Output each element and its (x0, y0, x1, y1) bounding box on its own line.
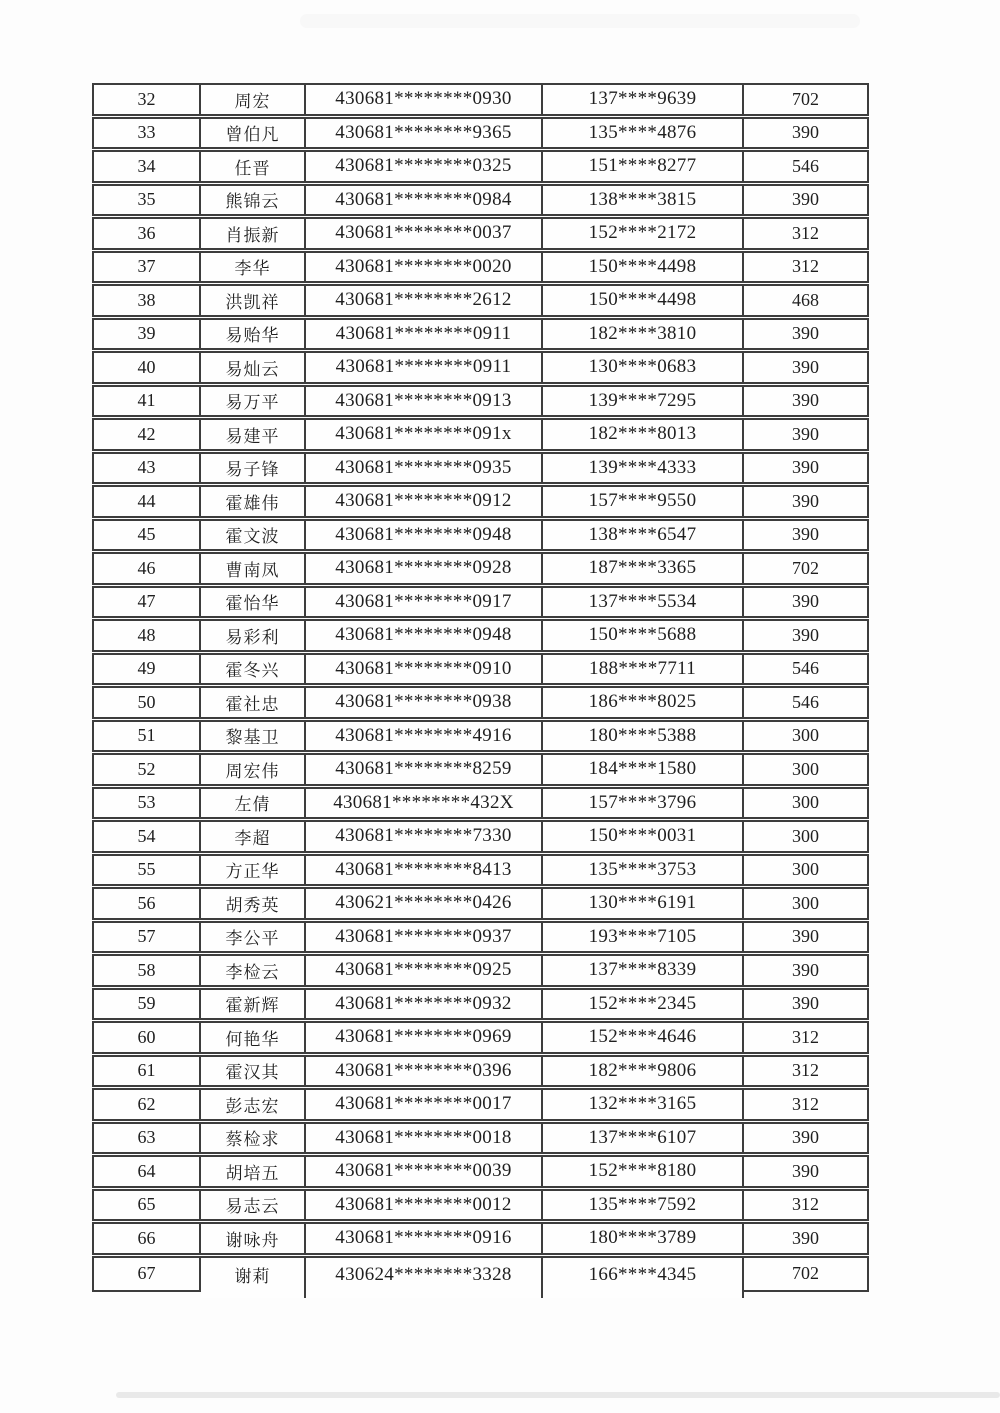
phone-number-cell: 184****1580 (543, 755, 744, 784)
name-cell: 胡秀英 (201, 889, 306, 918)
row-number-cell: 50 (94, 688, 201, 717)
name-cell: 蔡检求 (201, 1124, 306, 1153)
table-row (92, 552, 869, 585)
name-cell: 谢咏舟 (201, 1224, 306, 1253)
phone-number-cell: 182****8013 (543, 420, 744, 449)
amount-cell: 300 (792, 725, 819, 746)
amount-cell: 390 (792, 524, 819, 545)
table-row (92, 1189, 869, 1222)
phone-number-cell: 135****4876 (543, 119, 744, 148)
id-number-cell: 430681********8259 (306, 755, 543, 784)
id-number-cell: 430681********0969 (306, 1023, 543, 1052)
row-number-cell: 37 (94, 253, 201, 282)
name-cell: 易灿云 (201, 353, 306, 382)
name-cell: 李华 (201, 253, 306, 282)
row-number-cell: 62 (94, 1090, 201, 1119)
amount-cell: 546 (792, 691, 819, 712)
table-row (92, 251, 869, 284)
name-cell: 胡培五 (201, 1157, 306, 1186)
table-row (92, 418, 869, 451)
id-number-cell: 430681********8413 (306, 856, 543, 885)
table-row (92, 485, 869, 518)
id-number-cell: 430681********0930 (306, 85, 543, 114)
table-row (92, 921, 869, 954)
table-row (92, 820, 869, 853)
id-number-cell: 430681********0935 (306, 454, 543, 483)
amount-cell: 312 (792, 1026, 819, 1047)
id-number-cell: 430681********0928 (306, 554, 543, 583)
amount-cell: 546 (792, 658, 819, 679)
phone-number-cell: 180****3789 (543, 1224, 744, 1253)
id-number-cell: 430681********9365 (306, 119, 543, 148)
table-row (92, 686, 869, 719)
scan-band-artifact (116, 1392, 1000, 1398)
row-number-cell: 59 (94, 990, 201, 1019)
amount-cell: 390 (792, 189, 819, 210)
phone-number-cell: 182****9806 (543, 1057, 744, 1086)
name-cell: 易志云 (201, 1191, 306, 1220)
name-cell: 周宏 (201, 85, 306, 114)
phone-number-cell: 150****0031 (543, 822, 744, 851)
amount-cell: 312 (792, 222, 819, 243)
phone-number-cell: 157****9550 (543, 487, 744, 516)
id-number-cell: 430681********4916 (306, 722, 543, 751)
name-cell: 霍文波 (201, 521, 306, 550)
id-number-cell: 430681********0039 (306, 1157, 543, 1186)
table-row (92, 988, 869, 1021)
id-number-cell: 430621********0426 (306, 889, 543, 918)
table-row (92, 586, 869, 619)
table-row (92, 452, 869, 485)
phone-number-cell: 137****8339 (543, 956, 744, 985)
amount-cell: 390 (792, 356, 819, 377)
amount-cell: 390 (792, 959, 819, 980)
name-cell: 霍汉其 (201, 1057, 306, 1086)
row-number-cell: 66 (94, 1224, 201, 1253)
row-number-cell: 47 (94, 588, 201, 617)
table-row (92, 150, 869, 183)
phone-number-cell: 152****4646 (543, 1023, 744, 1052)
phone-number-cell: 187****3365 (543, 554, 744, 583)
table-row (92, 1155, 869, 1188)
id-number-cell: 430681********0017 (306, 1090, 543, 1119)
id-number-cell: 430681********0396 (306, 1057, 543, 1086)
amount-cell: 390 (792, 423, 819, 444)
name-cell: 易万平 (201, 387, 306, 416)
id-number-cell: 430681********0932 (306, 990, 543, 1019)
row-number-cell: 41 (94, 387, 201, 416)
row-number-cell: 49 (94, 655, 201, 684)
phone-number-cell: 180****5388 (543, 722, 744, 751)
row-number-cell: 35 (94, 186, 201, 215)
table-row (92, 1122, 869, 1155)
name-cell: 曾伯凡 (201, 119, 306, 148)
row-number-cell: 51 (94, 722, 201, 751)
name-cell: 霍新辉 (201, 990, 306, 1019)
row-number-cell: 48 (94, 621, 201, 650)
table-row (92, 351, 869, 384)
amount-cell: 300 (792, 859, 819, 880)
phone-number-cell: 152****2345 (543, 990, 744, 1019)
amount-cell: 702 (744, 1256, 869, 1292)
name-cell: 易彩利 (201, 621, 306, 650)
name-cell: 李公平 (201, 923, 306, 952)
phone-number-cell: 193****7105 (543, 923, 744, 952)
phone-number-cell: 152****8180 (543, 1157, 744, 1186)
name-cell: 任晋 (201, 152, 306, 181)
amount-cell: 312 (792, 1093, 819, 1114)
row-number-cell: 39 (94, 320, 201, 349)
id-number-cell: 430681********091x (306, 420, 543, 449)
name-cell: 曹南凤 (201, 554, 306, 583)
phone-number-cell: 138****3815 (543, 186, 744, 215)
table-row (92, 720, 869, 753)
row-number-cell: 43 (94, 454, 201, 483)
name-cell: 黎基卫 (201, 722, 306, 751)
amount-cell: 390 (792, 390, 819, 411)
amount-cell: 390 (792, 1127, 819, 1148)
phone-number-cell: 137****6107 (543, 1124, 744, 1153)
id-number-cell: 430681********0913 (306, 387, 543, 416)
amount-cell: 300 (792, 892, 819, 913)
amount-cell: 702 (792, 88, 819, 109)
amount-cell: 390 (792, 926, 819, 947)
masked-person-list-table (92, 83, 869, 1298)
table-row (92, 217, 869, 250)
table-row (92, 1055, 869, 1088)
amount-cell: 300 (792, 758, 819, 779)
amount-cell: 546 (792, 155, 819, 176)
name-cell: 霍社忠 (201, 688, 306, 717)
table-row (92, 284, 869, 317)
row-number-cell: 63 (94, 1124, 201, 1153)
row-number-cell: 61 (94, 1057, 201, 1086)
row-number-cell: 53 (94, 789, 201, 818)
amount-cell: 390 (792, 323, 819, 344)
id-number-cell: 430681********0018 (306, 1124, 543, 1153)
phone-number-cell: 130****6191 (543, 889, 744, 918)
name-cell: 霍雄伟 (201, 487, 306, 516)
table-row (92, 385, 869, 418)
table-row (92, 318, 869, 351)
row-number-cell: 58 (94, 956, 201, 985)
amount-cell: 390 (792, 1160, 819, 1181)
table-row (92, 1088, 869, 1121)
table-row (92, 83, 869, 116)
name-cell: 洪凯祥 (201, 286, 306, 315)
name-cell: 霍冬兴 (201, 655, 306, 684)
id-number-cell: 430681********0984 (306, 186, 543, 215)
row-number-cell: 36 (94, 219, 201, 248)
amount-cell: 390 (792, 993, 819, 1014)
phone-number-cell: 132****3165 (543, 1090, 744, 1119)
phone-number-cell: 139****7295 (543, 387, 744, 416)
id-number-cell: 430681********0020 (306, 253, 543, 282)
table-row (92, 653, 869, 686)
amount-cell: 390 (792, 624, 819, 645)
phone-number-cell: 188****7711 (543, 655, 744, 684)
table-row (92, 519, 869, 552)
row-number-cell: 56 (94, 889, 201, 918)
name-cell: 易建平 (201, 420, 306, 449)
name-cell: 何艳华 (201, 1023, 306, 1052)
phone-number-cell: 138****6547 (543, 521, 744, 550)
table-row (92, 117, 869, 150)
row-number-cell: 52 (94, 755, 201, 784)
name-cell: 肖振新 (201, 219, 306, 248)
id-number-cell: 430681********0938 (306, 688, 543, 717)
phone-number-cell: 150****5688 (543, 621, 744, 650)
id-number-cell: 430681********0911 (306, 353, 543, 382)
amount-cell: 312 (792, 1194, 819, 1215)
row-number-cell: 42 (94, 420, 201, 449)
phone-number-cell: 157****3796 (543, 789, 744, 818)
amount-cell: 390 (792, 122, 819, 143)
phone-number-cell: 150****4498 (543, 286, 744, 315)
row-number-cell: 38 (94, 286, 201, 315)
amount-cell: 312 (792, 256, 819, 277)
table-row (92, 1021, 869, 1054)
id-number-cell: 430681********7330 (306, 822, 543, 851)
id-number-cell: 430681********0948 (306, 521, 543, 550)
row-number-cell: 60 (94, 1023, 201, 1052)
name-cell: 霍怡华 (201, 588, 306, 617)
scan-smudge-artifact (300, 14, 860, 28)
phone-number-cell: 151****8277 (543, 152, 744, 181)
row-number-cell: 55 (94, 856, 201, 885)
phone-number-cell: 135****7592 (543, 1191, 744, 1220)
row-number-cell: 57 (94, 923, 201, 952)
id-number-cell: 430681********2612 (306, 286, 543, 315)
row-number-cell: 34 (94, 152, 201, 181)
phone-number-cell: 186****8025 (543, 688, 744, 717)
amount-cell: 390 (792, 457, 819, 478)
id-number-cell: 430681********0916 (306, 1224, 543, 1253)
row-number-cell: 32 (94, 85, 201, 114)
name-cell: 李超 (201, 822, 306, 851)
row-number-cell: 45 (94, 521, 201, 550)
row-number-cell: 54 (94, 822, 201, 851)
id-number-cell: 430681********0325 (306, 152, 543, 181)
amount-cell: 390 (792, 490, 819, 511)
row-number-cell: 67 (92, 1256, 201, 1292)
id-number-cell: 430681********0917 (306, 588, 543, 617)
row-number-cell: 65 (94, 1191, 201, 1220)
name-cell: 易贻华 (201, 320, 306, 349)
table-row (92, 954, 869, 987)
phone-number-cell: 152****2172 (543, 219, 744, 248)
id-number-cell: 430681********432X (306, 789, 543, 818)
table-row (92, 854, 869, 887)
amount-cell: 468 (792, 289, 819, 310)
id-number-cell: 430681********0937 (306, 923, 543, 952)
name-cell: 方正华 (201, 856, 306, 885)
id-number-cell: 430681********0910 (306, 655, 543, 684)
name-cell: 李检云 (201, 956, 306, 985)
amount-cell: 390 (792, 1227, 819, 1248)
phone-number-cell: 137****9639 (543, 85, 744, 114)
phone-number-cell: 137****5534 (543, 588, 744, 617)
phone-number-cell: 139****4333 (543, 454, 744, 483)
phone-number-cell: 150****4498 (543, 253, 744, 282)
row-number-cell: 64 (94, 1157, 201, 1186)
id-number-cell: 430624********3328 (306, 1256, 543, 1298)
phone-number-cell: 135****3753 (543, 856, 744, 885)
id-number-cell: 430681********0911 (306, 320, 543, 349)
name-cell: 周宏伟 (201, 755, 306, 784)
table-row (92, 184, 869, 217)
id-number-cell: 430681********0012 (306, 1191, 543, 1220)
amount-cell: 390 (792, 591, 819, 612)
row-number-cell: 44 (94, 487, 201, 516)
table-row (92, 787, 869, 820)
id-number-cell: 430681********0948 (306, 621, 543, 650)
table-row (92, 1222, 869, 1255)
id-number-cell: 430681********0912 (306, 487, 543, 516)
amount-cell: 300 (792, 825, 819, 846)
amount-cell: 702 (792, 557, 819, 578)
name-cell: 彭志宏 (201, 1090, 306, 1119)
name-cell: 左倩 (201, 789, 306, 818)
name-cell: 谢莉 (201, 1256, 306, 1298)
table-row (92, 887, 869, 920)
name-cell: 熊锦云 (201, 186, 306, 215)
phone-number-cell: 130****0683 (543, 353, 744, 382)
phone-number-cell: 182****3810 (543, 320, 744, 349)
amount-cell: 300 (792, 792, 819, 813)
amount-cell: 312 (792, 1060, 819, 1081)
row-number-cell: 33 (94, 119, 201, 148)
table-row (92, 753, 869, 786)
id-number-cell: 430681********0925 (306, 956, 543, 985)
table-row (92, 619, 869, 652)
table-row (92, 1256, 869, 1298)
row-number-cell: 40 (94, 353, 201, 382)
phone-number-cell: 166****4345 (543, 1256, 744, 1298)
name-cell: 易子锋 (201, 454, 306, 483)
id-number-cell: 430681********0037 (306, 219, 543, 248)
row-number-cell: 46 (94, 554, 201, 583)
